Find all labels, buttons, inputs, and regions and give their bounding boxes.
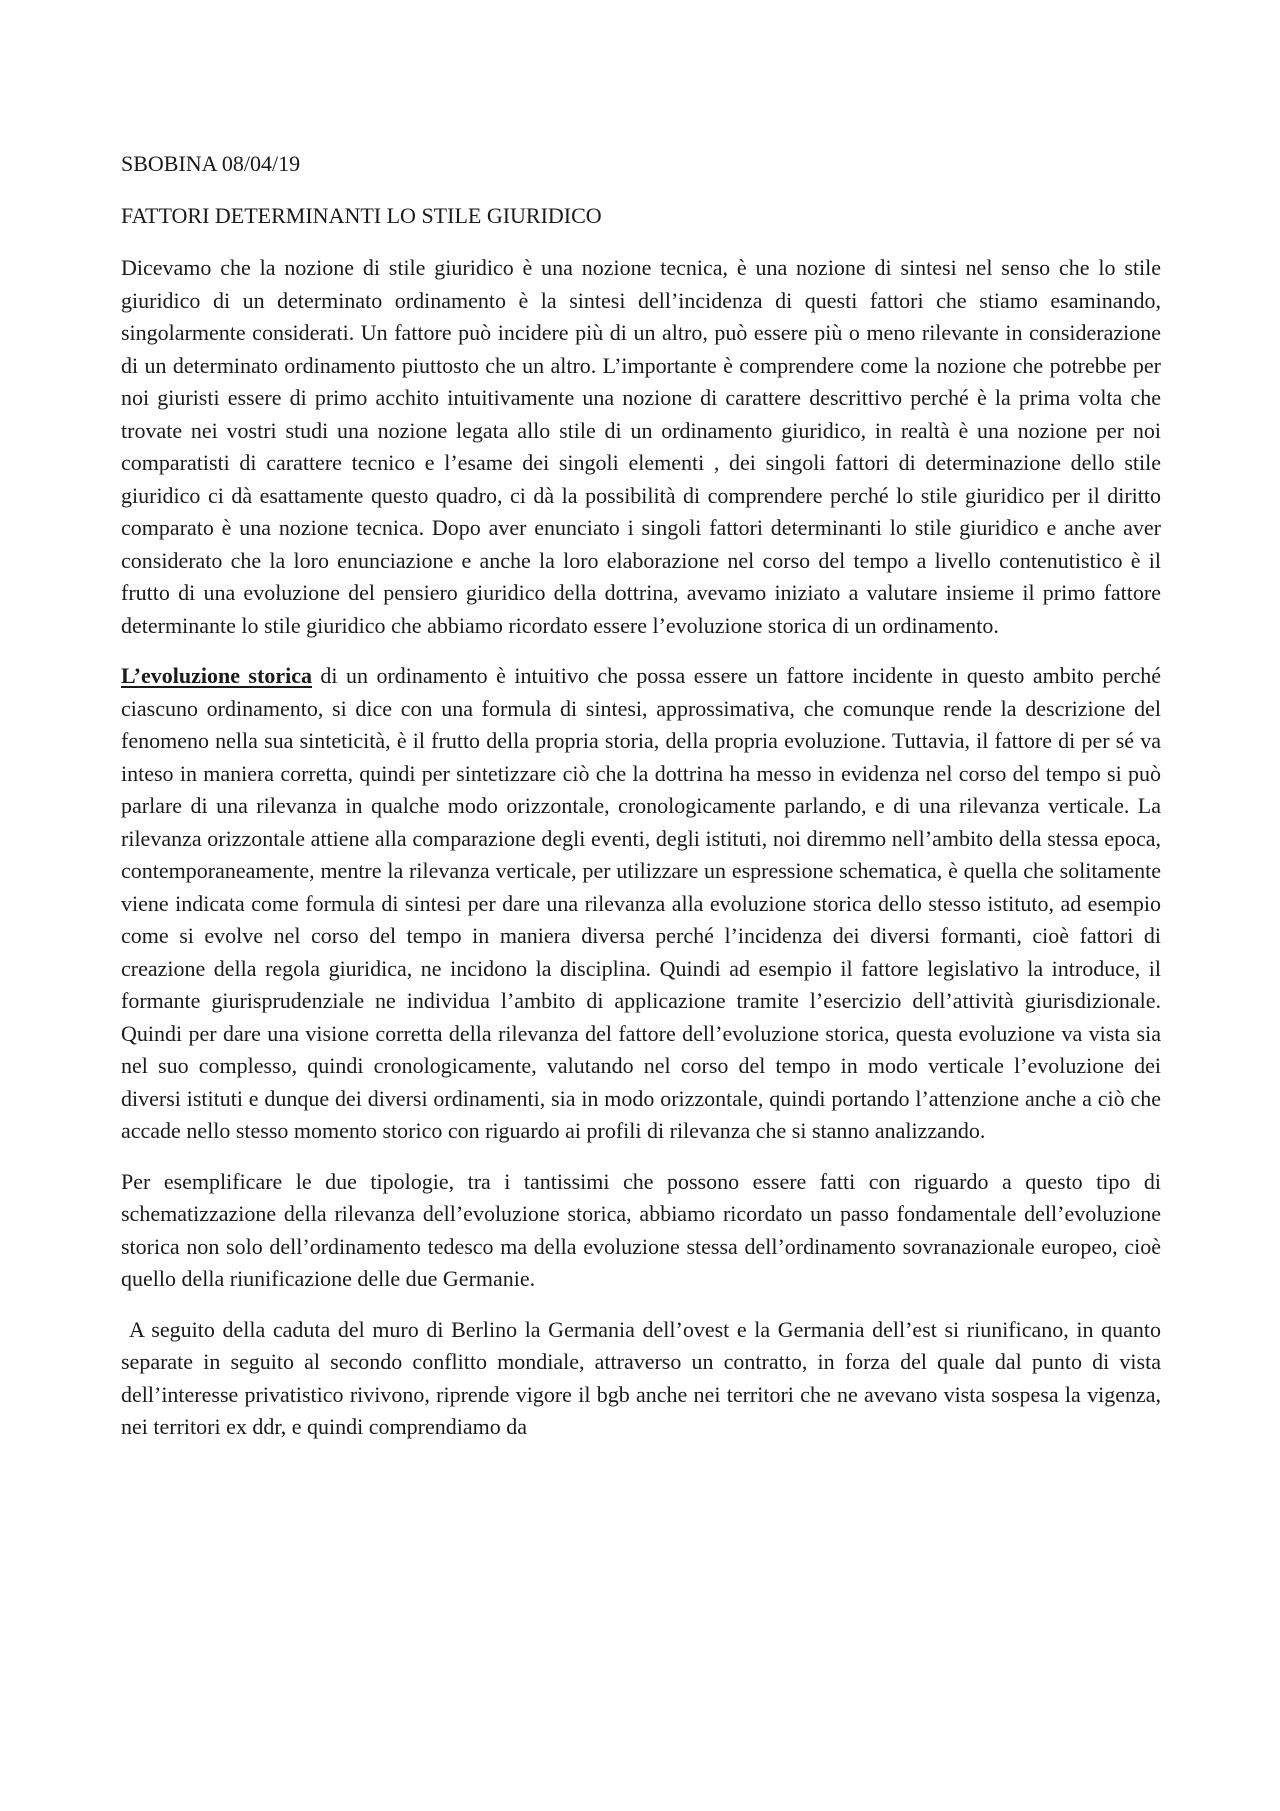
- paragraph-2-lead-term: L’evoluzione storica: [121, 663, 312, 688]
- paragraph-2: [121, 660, 1161, 1148]
- document-page: [121, 148, 1161, 1462]
- paragraph-4: A seguito della caduta del muro di Berlino la Germania dell’ovest e la Germania dell’est si riunificano, in quanto separate in seguito al secondo conflitto mondiale, attraverso un contratto, in forza del quale dal punto di vista dell’interesse privatistico rivivono, riprende vigore il bgb anche nei territori che ne avevano vista sospesa la vigenza, nei territori ex ddr, e quindi comprendiamo da: [121, 1316, 1161, 1439]
- paragraph-1: Dicevamo che la nozione di stile giuridico è una nozione tecnica, è una nozione di sintesi nel senso che lo stile giuridico di un determinato ordinamento è la sintesi dell’incidenza di questi fattori che stiamo esaminando, singolarmente considerati. Un fattore può incidere più di un altro, può essere più o meno rilevante in considerazione di un determinato ordinamento piuttosto che un altro. L’importante è comprendere come la nozione che potrebbe per noi giuristi essere di primo acchito intuitivamente una nozione di carattere descrittivo perché è la prima volta che trovate nei vostri studi una nozione legata allo stile di un ordinamento giuridico, in realtà è una nozione per noi comparatisti di carattere tecnico e l’esame dei singoli elementi , dei singoli fattori di determinazione dello stile giuridico ci dà esattamente questo quadro, ci dà la possibilità di comprendere perché lo stile giuridico per il diritto comparato è una nozione tecnica. Dopo aver enunciato i singoli fattori determinanti lo stile giuridico e anche aver considerato che la loro enunciazione e anche la loro elaborazione nel corso del tempo a livello contenutistico è il frutto di una evoluzione del pensiero giuridico della dottrina, avevamo iniziato a valutare insieme il primo fattore determinante lo stile giuridico che abbiamo ricordato essere l’evoluzione storica di un ordinamento.: [121, 255, 1161, 638]
- document-title: FATTORI DETERMINANTI LO STILE GIURIDICO: [121, 203, 602, 228]
- paragraph-2-body: di un ordinamento è intuitivo che possa essere un fattore incidente in questo ambito perché ciascuno ordinamento, si dice con una formula di sintesi, approssimativa, che comunque rende la descrizione del fenomeno nella sua sinteticità, è il frutto della propria storia, della propria evoluzione. Tuttavia, il fattore di per sé va inteso in maniera corretta, quindi per sintetizzare ciò che la dottrina ha messo in evidenza nel corso del tempo si può parlare di una rilevanza in qualche modo orizzontale, cronologicamente parlando, e di una rilevanza verticale. La rilevanza orizzontale attiene alla comparazione degli eventi, degli istituti, noi diremmo nell’ambito della stessa epoca, contemporaneamente, mentre la rilevanza verticale, per utilizzare un espressione schematica, è quella che solitamente viene indicata come formula di sintesi per dare una rilevanza alla evoluzione storica dello stesso istituto, ad esempio come si evolve nel corso del tempo in maniera diversa perché l’incidenza dei diversi formanti, cioè fattori di creazione della regola giuridica, ne incidono la disciplina. Quindi ad esempio il fattore legislativo la introduce, il formante giurisprudenziale ne individua l’ambito di applicazione tramite l’esercizio dell’attività giurisdizionale. Quindi per dare una visione corretta della rilevanza del fattore dell’evoluzione storica, questa evoluzione va vista sia nel suo complesso, quindi cronologicamente, valutando nel corso del tempo in modo verticale l’evoluzione dei diversi istituti e dunque dei diversi ordinamenti, sia in modo orizzontale, quindi portando l’attenzione anche a ciò che accade nello stesso momento storico con riguardo ai profili di rilevanza che si stanno analizzando.: [121, 663, 1161, 1143]
- document-date-line: SBOBINA 08/04/19: [121, 151, 301, 176]
- paragraph-3: Per esemplificare le due tipologie, tra i tantissimi che possono essere fatti con riguardo a questo tipo di schematizzazione della rilevanza dell’evoluzione storica, abbiamo ricordato un passo fondamentale dell’evoluzione storica non solo dell’ordinamento tedesco ma della evoluzione stessa dell’ordinamento sovranazionale europeo, cioè quello della riunificazione delle due Germanie.: [121, 1168, 1161, 1291]
